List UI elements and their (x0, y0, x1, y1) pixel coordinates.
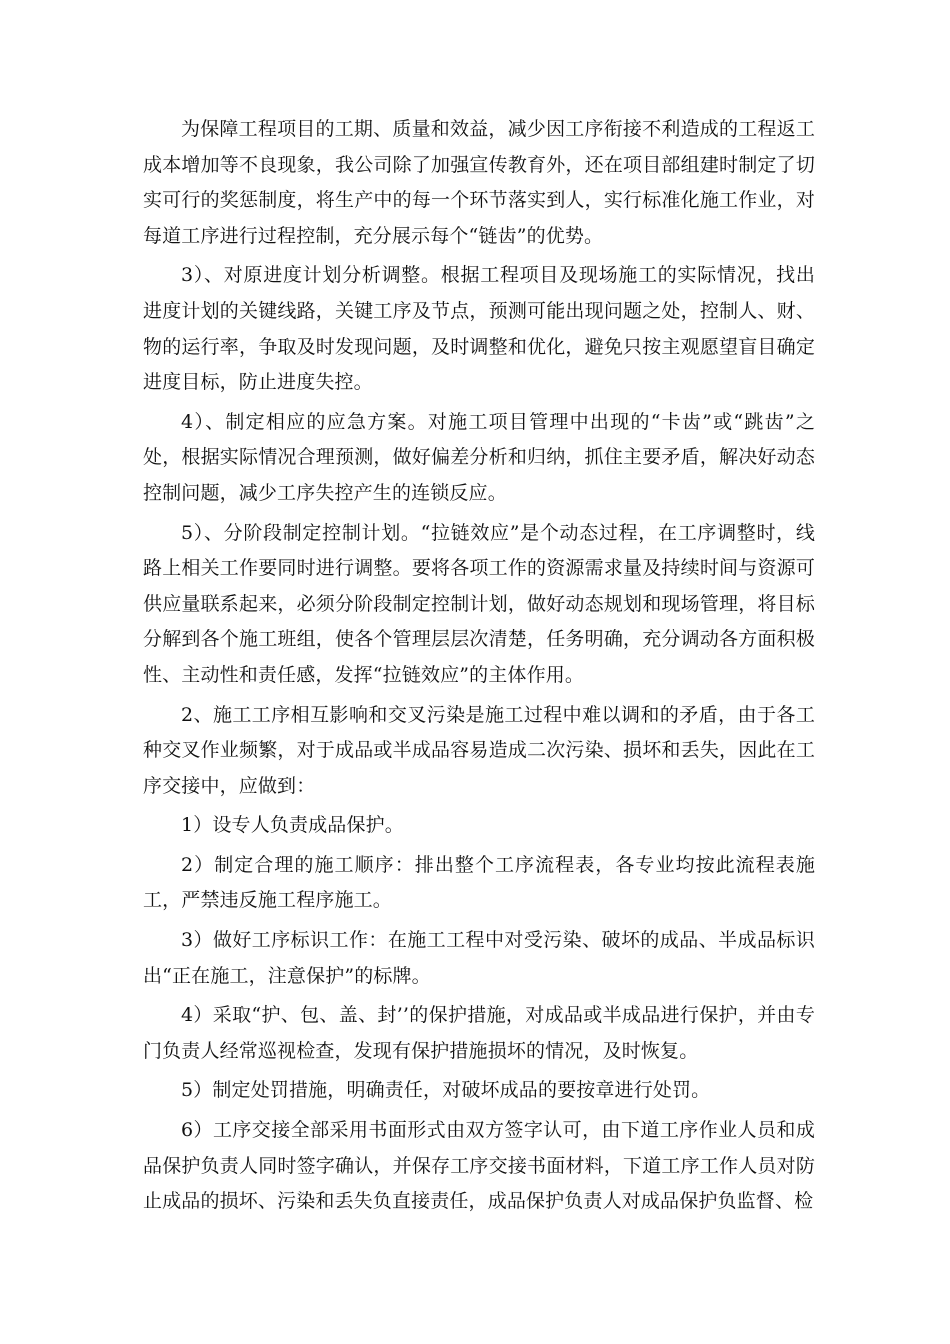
document-body (143, 112, 815, 1224)
paragraph-emergency-plan: 4）、制定相应的应急方案。对施工项目管理中出现的“卡齿”或“跳齿”之处，根据实际情况合理预测，做好偏差分析和归纳，抓住主要矛盾，解决好动态控制问题，减少工序失控产生的连锁反应。 (143, 410, 815, 504)
paragraph-written-handover: 6）工序交接全部采用书面形式由双方签字认可，由下道工序作业人员和成品保护负责人同时签字确认，并保存工序交接书面材料，下道工序工作人员对防止成品的损坏、污染和丢失负直接责任，成品保护负责人对成品保护负监督、检 (143, 1119, 815, 1213)
paragraph-quality-intro: 为保障工程项目的工期、质量和效益，减少因工序衔接不利造成的工程返工成本增加等不良现象，我公司除了加强宣传教育外，还在项目部组建时制定了切实可行的奖惩制度，将生产中的每一个环节落实到人，实行标准化施工作业，对每道工序进行过程控制，充分展示每个“链齿”的优势。 (143, 118, 815, 247)
paragraph-construction-sequence: 2）制定合理的施工顺序：排出整个工序流程表，各专业均按此流程表施工，严禁违反施工程序施工。 (143, 853, 815, 912)
paragraph-schedule-adjustment: 3）、对原进度计划分析调整。根据工程项目及现场施工的实际情况，找出进度计划的关键线路，关键工序及节点，预测可能出现问题之处，控制人、财、物的运行率，争取及时发现问题，及时调整和优化，避免只按主观愿望盲目确定进度目标，防止进度失控。 (143, 264, 815, 394)
paragraph-process-labeling: 3）做好工序标识工作：在施工工程中对受污染、破坏的成品、半成品标识出“正在施工，注意保护”的标牌。 (143, 929, 815, 987)
paragraph-dedicated-protection: 1）设专人负责成品保护。 (181, 814, 404, 837)
paragraph-protection-measures: 4）采取“护、包、盖、封’’的保护措施，对成品或半成品进行保护，并由专门负责人经常巡视检查，发现有保护措施损坏的情况，及时恢复。 (143, 1004, 815, 1062)
paragraph-phased-control: 5）、分阶段制定控制计划。“拉链效应”是个动态过程，在工序调整时，线路上相关工作要同时进行调整。要将各项工作的资源需求量及持续时间与资源可供应量联系起来，必须分阶段制定控制计划，做好动态规划和现场管理，将目标分解到各个施工班组，使各个管理层层次清楚，任务明确，充分调动各方面积极性、主动性和责任感，发挥“拉链效应”的主体作用。 (143, 521, 815, 686)
paragraph-penalty-measures: 5）制定处罚措施，明确责任，对破坏成品的要按章进行处罚。 (181, 1079, 711, 1102)
paragraph-cross-contamination: 2、施工工序相互影响和交叉污染是施工过程中难以调和的矛盾，由于各工种交叉作业频繁，对于成品或半成品容易造成二次污染、损坏和丢失，因此在工序交接中，应做到： (143, 703, 815, 797)
